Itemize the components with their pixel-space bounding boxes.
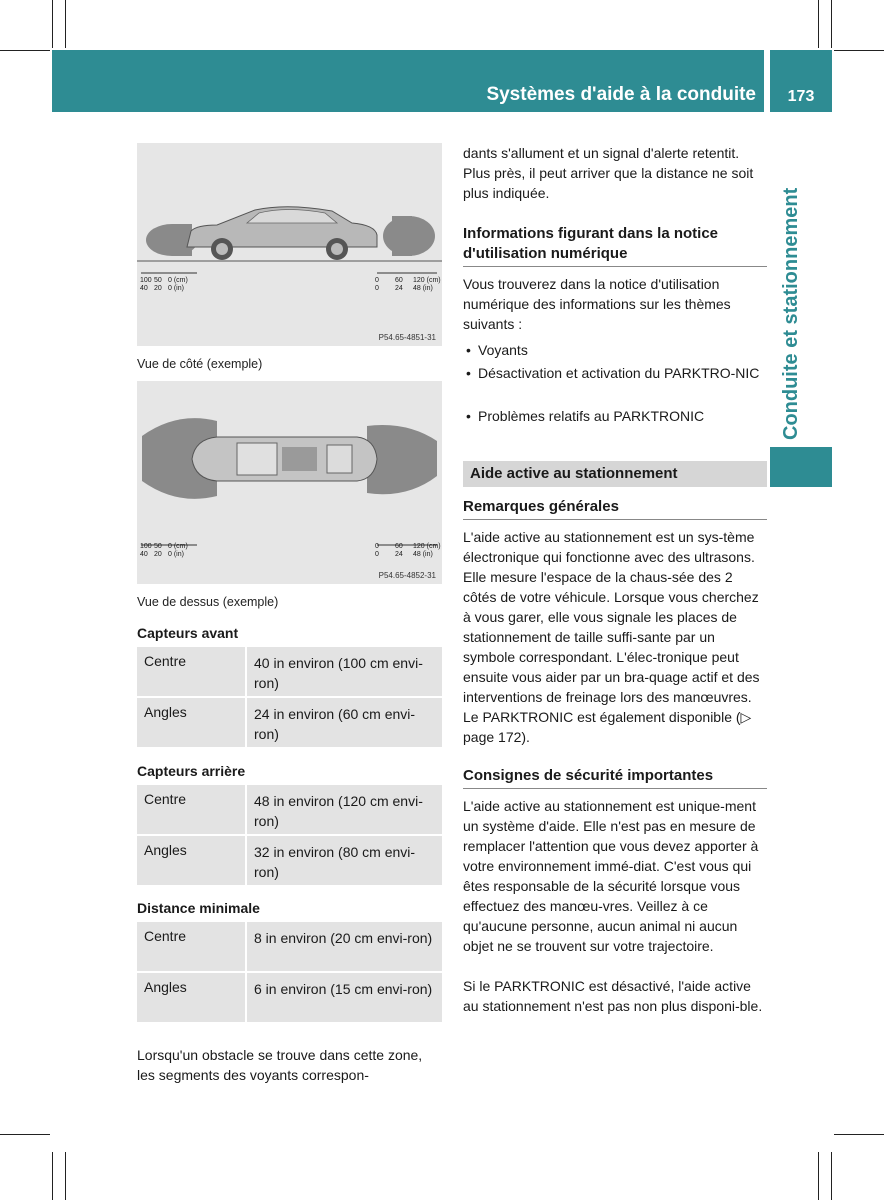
row-value: 24 in environ (60 cm envi-ron) (245, 698, 442, 747)
crop-mark (831, 0, 832, 48)
crop-mark (65, 0, 66, 48)
row-value: 32 in environ (80 cm envi-ron) (245, 836, 442, 885)
list-item: • Désactivation et activation du PARKTRO-NIC (466, 365, 760, 381)
scale-label: 0 (in) (168, 285, 184, 292)
body-paragraph: L'aide active au stationnement est un sys-tème électronique qui fonctionne avec des ultrasons. Elle mesure l'espace de la chaus-sée des 2 côtés de votre véhicule. Lorsque vous cherchez à vous garer, elle vous signale les places de stationnement de taille suffi-sante par un symbole correspondant. L'élec-tronique peut ensuite vous aider par un bra-quage actif et des interventions de freinage lors des manœuvres. Le PARKTRONIC est également disponible (▷ page 172). (463, 529, 760, 745)
body-paragraph: Lorsqu'un obstacle se trouve dans cette zone, les segments des voyants correspon- (137, 1047, 423, 1083)
scale-right (375, 277, 441, 293)
scale-label: 0 (375, 543, 379, 550)
table-row (137, 973, 442, 1024)
car-side-illustration (137, 143, 442, 346)
scale-label: 0 (cm) (168, 277, 188, 284)
header-bar (52, 50, 764, 112)
section-heading: Informations figurant dans la notice d'utilisation numérique (463, 224, 767, 267)
figure-code: P54.65-4852-31 (378, 571, 436, 580)
scale-label: 50 (154, 543, 162, 550)
page-number: 173 (787, 88, 815, 105)
crop-mark (65, 1152, 66, 1200)
table-title-front: Capteurs avant (137, 625, 239, 641)
body-paragraph: L'aide active au stationnement est unique-ment un système d'aide. Elle n'est pas en mesure de remplacer l'attention que vous devez apporter à votre environnement immé-diat. C'est vous qui êtes responsable de la sécurité lorsque vous effectuez des manœu-vres. Veillez à ce qu'aucune personne, aucun animal ni aucun objet ne se trouvent sur votre trajectoire. (463, 798, 759, 954)
row-value: 40 in environ (100 cm envi-ron) (245, 647, 442, 696)
scale-left (140, 543, 188, 559)
body-paragraph: Vous trouverez dans la notice d'utilisation numérique des informations sur les thèmes suivants : (463, 276, 731, 332)
table-minimum-distance (137, 922, 442, 1024)
crop-mark (0, 50, 50, 51)
table-row (137, 647, 442, 698)
section-banner-title: Aide active au stationnement (470, 465, 678, 482)
crop-mark (834, 50, 884, 51)
scale-label: 40 (140, 551, 148, 558)
scale-label: 60 (395, 277, 403, 284)
figure-code: P54.65-4851-31 (378, 333, 436, 342)
row-value: 6 in environ (15 cm envi-ron) (245, 973, 442, 1022)
scale-label: 20 (154, 551, 162, 558)
page-number-box (770, 50, 832, 112)
side-tab-marker (770, 447, 832, 487)
list-item: • Problèmes relatifs au PARKTRONIC (466, 408, 705, 424)
scale-label: 24 (395, 285, 403, 292)
scale-label: 100 (140, 277, 152, 284)
row-label: Centre (144, 928, 187, 944)
list-item: • Voyants (466, 342, 528, 358)
scale-label: 48 (in) (413, 551, 433, 558)
row-value: 48 in environ (120 cm envi-ron) (245, 785, 442, 834)
scale-label: 120 (cm) (413, 543, 441, 550)
table-row (137, 785, 442, 836)
scale-label: 24 (395, 551, 403, 558)
table-row (137, 698, 442, 749)
scale-label: 48 (in) (413, 285, 433, 292)
row-label: Angles (144, 704, 187, 720)
figure-caption: Vue de dessus (exemple) (137, 595, 279, 609)
scale-label: 20 (154, 285, 162, 292)
scale-label: 0 (375, 285, 379, 292)
scale-label: 40 (140, 285, 148, 292)
crop-mark (818, 1152, 819, 1200)
scale-label: 0 (cm) (168, 543, 188, 550)
side-tab-label: Conduite et stationnement (780, 187, 802, 440)
scale-label: 50 (154, 277, 162, 284)
crop-mark (52, 1152, 53, 1200)
crop-mark (0, 1134, 50, 1135)
scale-label: 100 (140, 543, 152, 550)
figure-top-view (137, 381, 442, 584)
section-heading: Consignes de sécurité importantes (463, 766, 767, 789)
list-item-text: Désactivation et activation du PARKTRO-NIC (478, 365, 760, 381)
table-rear-sensors (137, 785, 442, 887)
list-item-text: Problèmes relatifs au PARKTRONIC (478, 408, 705, 424)
figure-side-view (137, 143, 442, 346)
section-heading: Remarques générales (463, 497, 767, 520)
scale-label: 0 (in) (168, 551, 184, 558)
row-label: Centre (144, 791, 187, 807)
row-value: 8 in environ (20 cm envi-ron) (245, 922, 442, 971)
scale-label: 120 (cm) (413, 277, 441, 284)
crop-mark (52, 0, 53, 48)
body-paragraph: dants s'allument et un signal d'alerte retentit. Plus près, il peut arriver que la distance ne soit plus indiquée. (463, 145, 754, 201)
list-item-text: Voyants (478, 342, 528, 358)
crop-mark (831, 1152, 832, 1200)
scale-label: 0 (375, 277, 379, 284)
table-title-minimum: Distance minimale (137, 900, 260, 916)
scale-label: 60 (395, 543, 403, 550)
header-title: Systèmes d'aide à la conduite (486, 84, 756, 105)
figure-caption: Vue de côté (exemple) (137, 357, 263, 371)
table-title-rear: Capteurs arrière (137, 763, 246, 779)
row-label: Angles (144, 979, 187, 995)
crop-mark (834, 1134, 884, 1135)
crop-mark (818, 0, 819, 48)
table-front-sensors (137, 647, 442, 749)
row-label: Centre (144, 653, 187, 669)
row-label: Angles (144, 842, 187, 858)
table-row (137, 922, 442, 973)
body-paragraph: Si le PARKTRONIC est désactivé, l'aide active au stationnement n'est pas non plus disponi-ble. (463, 978, 763, 1014)
section-banner (463, 461, 767, 487)
scale-label: 0 (375, 551, 379, 558)
scale-right (375, 543, 441, 559)
scale-left (140, 277, 188, 293)
table-row (137, 836, 442, 887)
